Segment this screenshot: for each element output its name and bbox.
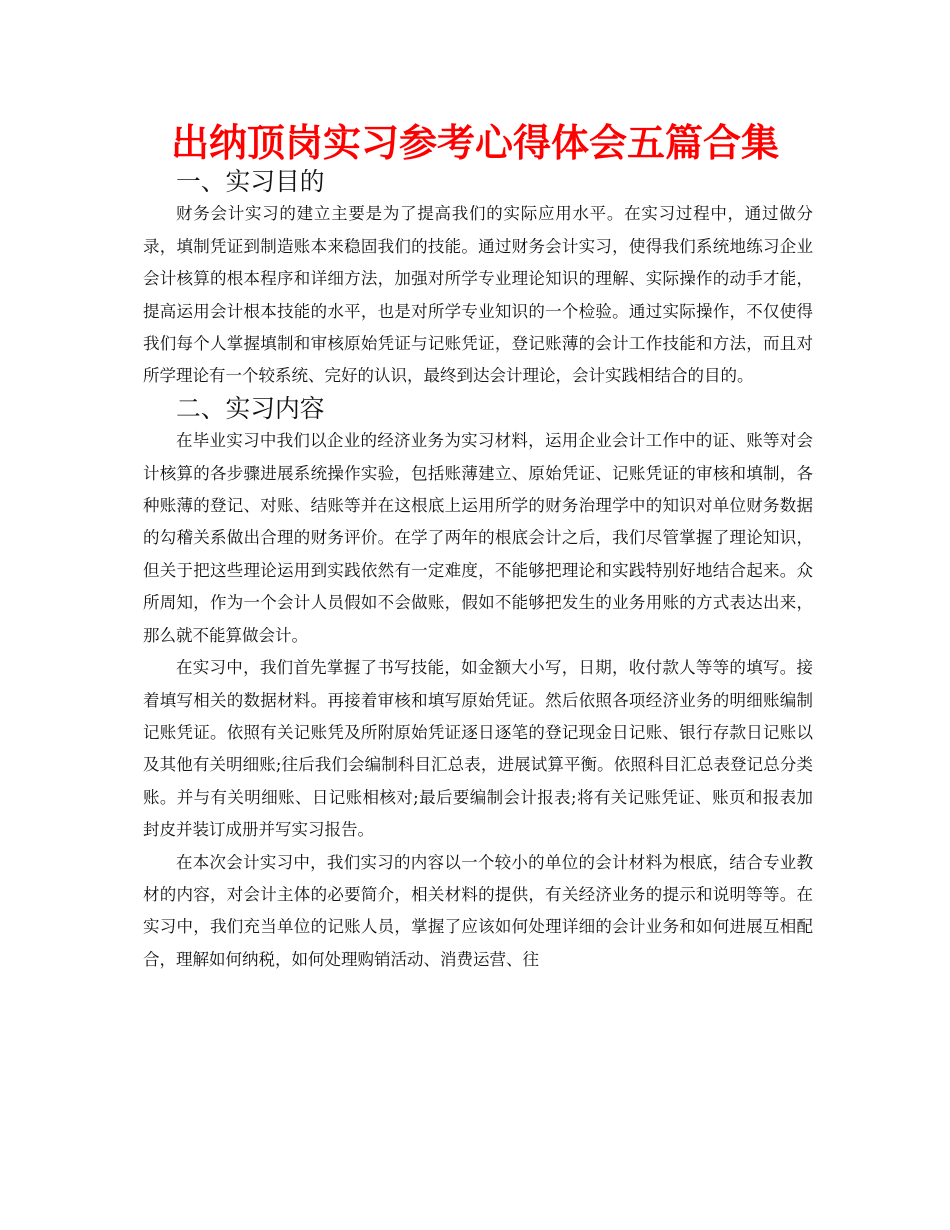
section-heading: 二、实习内容 [176,393,325,423]
section-purpose [143,166,813,393]
document-body [143,166,813,976]
paragraph: 在毕业实习中我们以企业的经济业务为实习材料，运用企业会计工作中的证、账等对会计核算的各步骤进展系统操作实验，包括账薄建立、原始凭证、记账凭证的审核和填制，各种账薄的登记、对账、结账等并在这根底上运用所学的财务治理学中的知识对单位财务数据的勾稽关系做出合理的财务评价。在学了两年的根底会计之后，我们尽管掌握了理论知识，但关于把这些理论运用到实践依然有一定难度，不能够把理论和实践特别好地结合起来。众所周知，作为一个会计人员假如不会做账，假如不能够把发生的业务用账的方式表达出来，那么就不能算做会计。 [143,431,813,645]
paragraph: 在实习中，我们首先掌握了书写技能，如金额大小写，日期，收付款人等等的填写。接着填写相关的数据材料。再接着审核和填写原始凭证。然后依照各项经济业务的明细账编制记账凭证。依照有关记账凭及所附原始凭证逐日逐笔的登记现金日记账、银行存款日记账以及其他有关明细账;往后我们会编制科目汇总表，进展试算平衡。依照科目汇总表登记总分类账。并与有关明细账、日记账相核对;最后要编制会计报表;将有关记账凭证、账页和报表加封皮并装订成册并写实习报告。 [143,658,813,840]
paragraph: 在本次会计实习中，我们实习的内容以一个较小的单位的会计材料为根底，结合专业教材的内容，对会计主体的必要简介，相关材料的提供，有关经济业务的提示和说明等等。在实习中，我们充当单位的记账人员，掌握了应该如何处理详细的会计业务和如何进展互相配合，理解如何纳税，如何处理购销活动、消费运营、往 [143,852,813,969]
paragraph: 财务会计实习的建立主要是为了提高我们的实际应用水平。在实习过程中，通过做分录，填制凭证到制造账本来稳固我们的技能。通过财务会计实习，使得我们系统地练习企业会计核算的根本程序和详细方法，加强对所学专业理论知识的理解、实际操作的动手才能，提高运用会计根本技能的水平，也是对所学专业知识的一个检验。通过实际操作，不仅使得我们每个人掌握填制和审核原始凭证与记账凭证，登记账薄的会计工作技能和方法，而且对所学理论有一个较系统、完好的认识，最终到达会计理论，会计实践相结合的目的。 [143,204,813,386]
section-heading: 一、实习目的 [176,167,325,196]
section-content [143,393,813,976]
document-title: 出纳顶岗实习参考心得体会五篇合集 [170,121,779,165]
